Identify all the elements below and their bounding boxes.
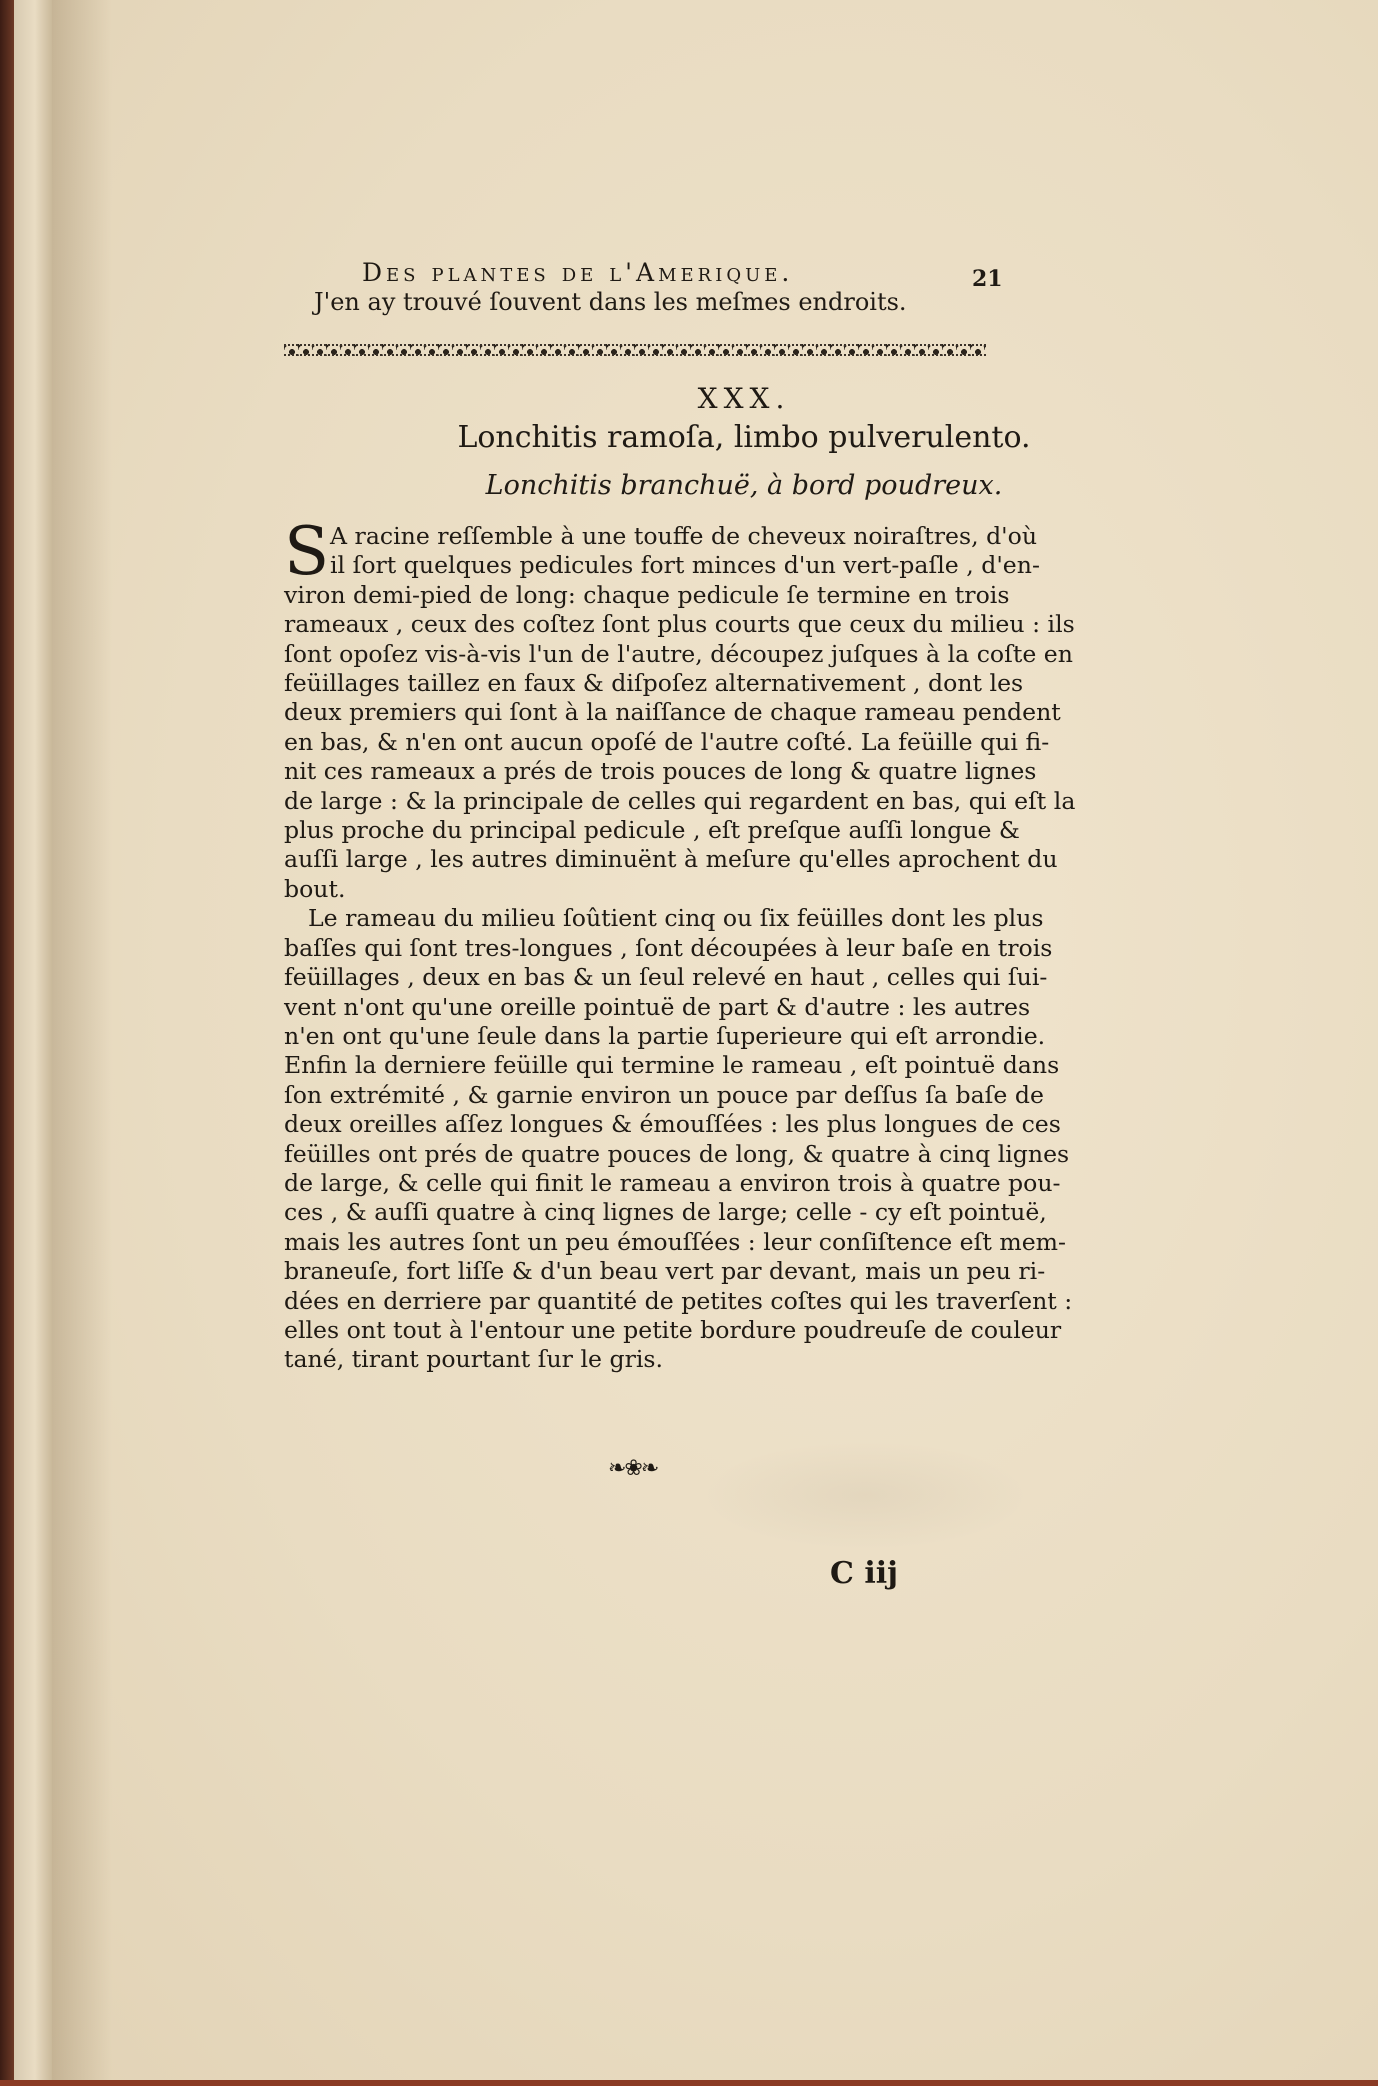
text-line: ſon extrémité , & garnie environ un pouce par deſſus ſa baſe de	[284, 1080, 1044, 1109]
binding-edge	[0, 0, 14, 2086]
text-line: ſont opoſez vis-à-vis l'un de l'autre, découpez juſques à la coſte en	[284, 639, 1073, 668]
facing-page-margin	[14, 0, 52, 2086]
text-line: feüilles ont prés de quatre pouces de long, & quatre à cinq lignes	[284, 1139, 1070, 1168]
text-line: auſſi large , les autres diminuënt à meſure qu'elles aprochent du	[284, 845, 1058, 874]
section-number: XXX.	[697, 382, 791, 415]
bottom-edge	[0, 2080, 1378, 2086]
text-line: feüillages , deux en bas & un ſeul relevé en haut , celles qui ſui-	[284, 963, 1048, 992]
text-line: viron demi-pied de long: chaque pedicule ſe termine en trois	[284, 580, 1010, 609]
drop-cap: S	[284, 513, 330, 590]
text-line: il ſort quelques pedicules fort minces d'un vert-paſle , d'en-	[330, 551, 1040, 580]
text-line: rameaux , ceux des coſtez ſont plus courts que ceux du milieu : ils	[284, 610, 1075, 639]
text-line: mais les autres ſont un peu émouſſées : leur conſiſtence eſt mem-	[284, 1227, 1067, 1256]
text-line: en bas, & n'en ont aucun opoſé de l'autre coſté. La feüille qui fi-	[284, 727, 1050, 756]
text-line: ces , & auſſi quatre à cinq lignes de large; celle - cy eſt pointuë,	[284, 1198, 1047, 1227]
signature-mark: C iij	[830, 1556, 898, 1591]
text-line: deux oreilles aſſez longues & émouſſées : les plus longues de ces	[284, 1110, 1061, 1139]
text-line: bout.	[284, 874, 346, 903]
latin-title: Lonchitis ramoſa, limbo pulverulento.	[457, 420, 1031, 455]
text-line: nit ces rameaux a prés de trois pouces de long & quatre lignes	[284, 757, 1037, 786]
text-line: A racine reſſemble à une touffe de cheveux noiraſtres, d'où	[330, 522, 1038, 550]
running-title: Des plantes de l'Amerique.	[362, 258, 794, 287]
ornamental-rule	[284, 344, 986, 356]
tail-ornament: ❧❀❧	[608, 1456, 658, 1481]
text-line: dées en derriere par quantité de petites coſtes qui les traverſent :	[284, 1286, 1073, 1315]
carried-over-line: J'en ay trouvé ſouvent dans les meſmes endroits.	[314, 288, 907, 316]
text-line: tané, tirant pourtant ſur le gris.	[284, 1345, 664, 1374]
text-line: vent n'ont qu'une oreille pointuë de part & d'autre : les autres	[284, 992, 1031, 1021]
text-line: baſſes qui ſont tres-longues , ſont découpées à leur baſe en trois	[284, 933, 1053, 962]
body-text	[284, 513, 1076, 1375]
text-line: elles ont tout à l'entour une petite bordure poudreuſe de couleur	[284, 1315, 1062, 1344]
text-line: braneuſe, fort liſſe & d'un beau vert par devant, mais un peu ri-	[284, 1257, 1046, 1286]
text-line: Enfin la derniere feüille qui termine le rameau , eſt pointuë dans	[284, 1051, 1060, 1080]
text-line: n'en ont qu'une ſeule dans la partie ſuperieure qui eſt arrondie.	[284, 1021, 1046, 1050]
text-line: feüillages taillez en faux & diſpoſez alternativement , dont les	[284, 669, 1024, 698]
page-number: 21	[972, 266, 1003, 292]
text-line: de large, & celle qui finit le rameau a environ trois à quatre pou-	[284, 1168, 1061, 1197]
text-line: plus proche du principal pedicule , eſt preſque auſſi longue &	[284, 816, 1020, 845]
show-through-shadow	[700, 1440, 1030, 1550]
text-line: Le rameau du milieu ſoûtient cinq ou ſix feüilles dont les plus	[308, 904, 1044, 933]
text-line: deux premiers qui ſont à la naiſſance de chaque rameau pendent	[284, 698, 1061, 727]
french-title: Lonchitis branchuë, à bord poudreux.	[485, 470, 1003, 501]
text-line: de large : & la principale de celles qui regardent en bas, qui eſt la	[284, 786, 1076, 815]
